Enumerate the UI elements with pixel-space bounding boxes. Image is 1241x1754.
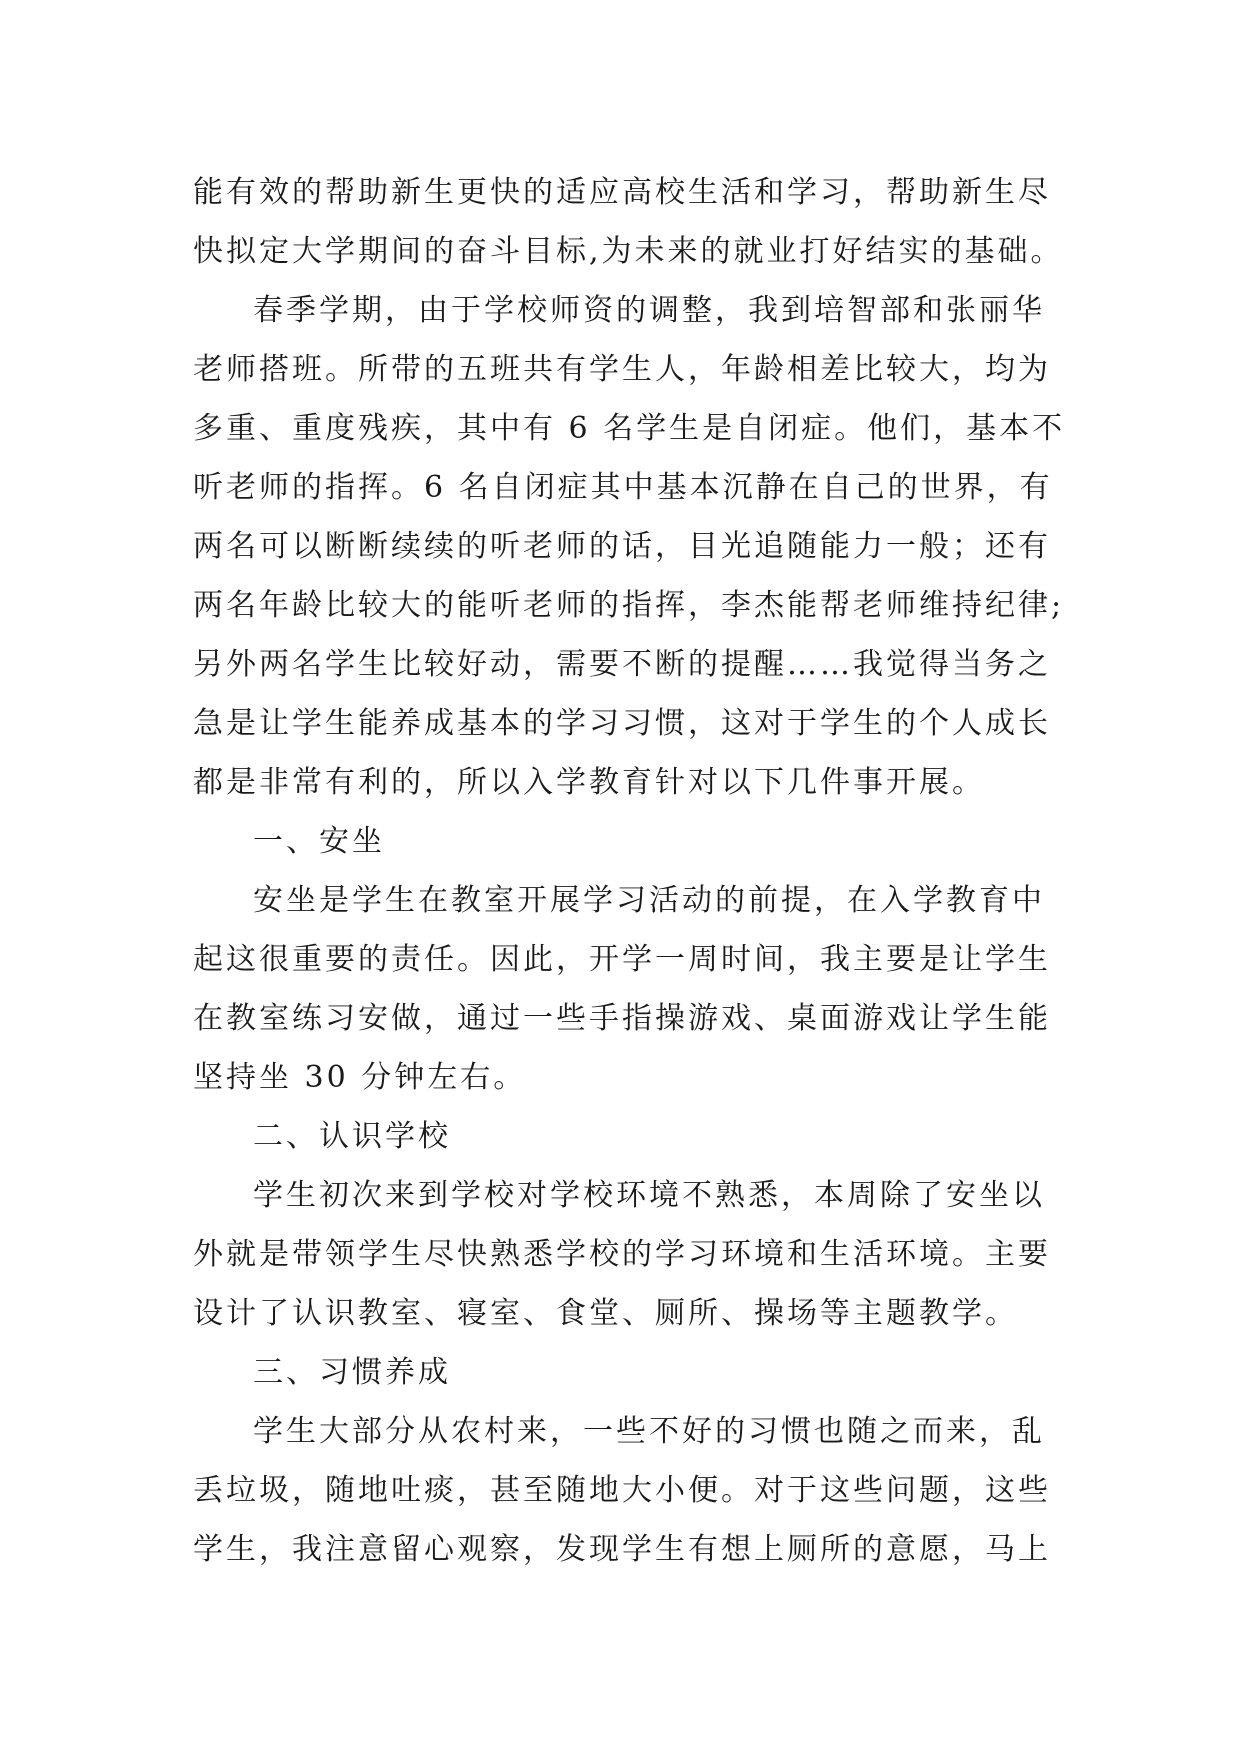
text-line: 起这很重要的责任。因此，开学一周时间，我主要是让学生: [193, 942, 1051, 977]
text-line: 老师搭班。所带的五班共有学生人，年龄相差比较大，均为: [193, 352, 1051, 387]
text-line: 快拟定大学期间的奋斗目标,为未来的就业打好结实的基础。: [193, 234, 1064, 269]
text-line: 两名可以断断续续的听老师的话，目光追随能力一般；还有: [193, 529, 1051, 564]
section-heading: 三、习惯养成: [253, 1355, 451, 1390]
text-line: 设计了认识教室、寝室、食堂、厕所、操场等主题教学。: [193, 1296, 1018, 1331]
text-line: 都是非常有利的，所以入学教育针对以下几件事开展。: [193, 765, 985, 800]
paragraph-start: 安坐是学生在教室开展学习活动的前提，在入学教育中: [253, 883, 1045, 918]
text-line: 外就是带领学生尽快熟悉学校的学习环境和生活环境。主要: [193, 1237, 1051, 1272]
text-line: 急是让学生能养成基本的学习习惯，这对于学生的个人成长: [193, 706, 1051, 741]
paragraph-start: 学生大部分从农村来，一些不好的习惯也随之而来，乱: [253, 1414, 1045, 1449]
paragraph-start: 学生初次来到学校对学校环境不熟悉，本周除了安坐以: [253, 1178, 1045, 1213]
section-heading: 二、认识学校: [253, 1119, 451, 1154]
text-line: 听老师的指挥。6 名自闭症其中基本沉静在自己的世界，有: [193, 470, 1053, 505]
paragraph-start: 春季学期，由于学校师资的调整，我到培智部和张丽华: [253, 293, 1045, 328]
text-line: 能有效的帮助新生更快的适应高校生活和学习，帮助新生尽: [193, 175, 1051, 210]
section-heading: 一、安坐: [253, 824, 385, 859]
text-line: 两名年龄比较大的能听老师的指挥，李杰能帮老师维持纪律;: [193, 588, 1065, 623]
text-line: 多重、重度残疾，其中有 6 名学生是自闭症。他们，基本不: [193, 411, 1066, 446]
text-line: 坚持坐 30 分钟左右。: [193, 1060, 527, 1095]
text-line: 丢垃圾，随地吐痰，甚至随地大小便。对于这些问题，这些: [193, 1473, 1051, 1508]
text-line: 在教室练习安做，通过一些手指操游戏、桌面游戏让学生能: [193, 1001, 1051, 1036]
text-line: 学生，我注意留心观察，发现学生有想上厕所的意愿，马上: [193, 1532, 1051, 1567]
body-text: [193, 163, 1073, 1579]
text-line: 另外两名学生比较好动，需要不断的提醒……我觉得当务之: [193, 647, 1051, 682]
